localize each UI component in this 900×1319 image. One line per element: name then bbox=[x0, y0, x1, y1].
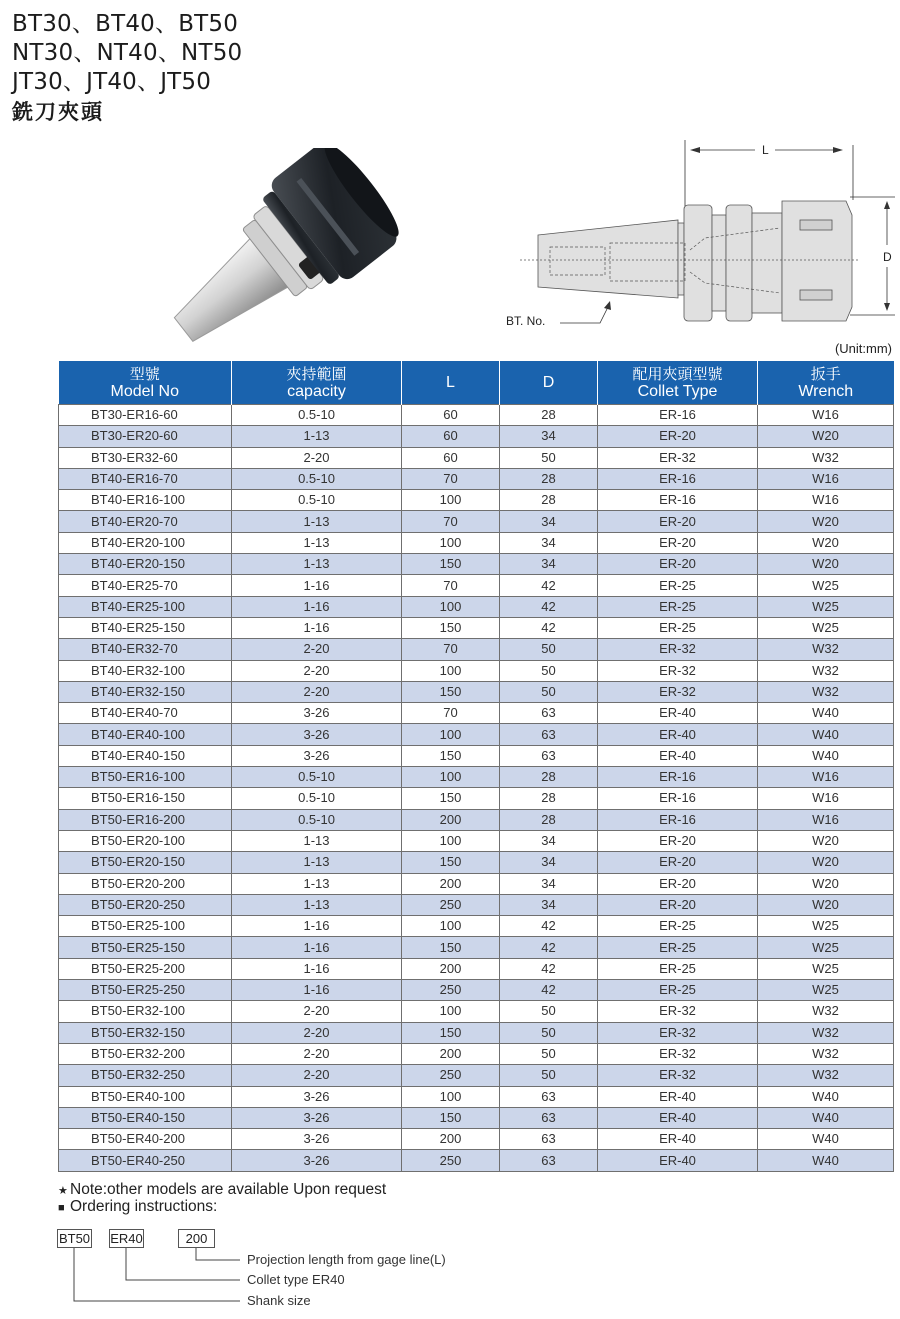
cell-capacity: 0.5-10 bbox=[232, 405, 402, 426]
cell-wrench: W20 bbox=[758, 830, 894, 851]
cell-capacity: 1-16 bbox=[232, 980, 402, 1001]
cell-L: 100 bbox=[402, 596, 500, 617]
table-row bbox=[59, 1107, 894, 1128]
header-D: D bbox=[500, 361, 598, 405]
cell-model: BT30-ER16-60 bbox=[59, 405, 232, 426]
cell-model: BT50-ER20-150 bbox=[59, 852, 232, 873]
cell-L: 150 bbox=[402, 1022, 500, 1043]
cell-L: 100 bbox=[402, 830, 500, 851]
cell-L: 100 bbox=[402, 490, 500, 511]
cell-L: 250 bbox=[402, 1150, 500, 1171]
cell-D: 50 bbox=[500, 1001, 598, 1022]
cell-wrench: W20 bbox=[758, 426, 894, 447]
table-row bbox=[59, 830, 894, 851]
cell-collet: ER-20 bbox=[598, 830, 758, 851]
product-photo bbox=[140, 148, 430, 348]
cell-L: 200 bbox=[402, 809, 500, 830]
unit-label: (Unit:mm) bbox=[834, 341, 892, 356]
cell-collet: ER-16 bbox=[598, 767, 758, 788]
table-row bbox=[59, 617, 894, 638]
cell-collet: ER-16 bbox=[598, 809, 758, 830]
cell-capacity: 2-20 bbox=[232, 1043, 402, 1064]
title-block bbox=[12, 10, 242, 127]
cell-D: 42 bbox=[500, 596, 598, 617]
cell-capacity: 3-26 bbox=[232, 1107, 402, 1128]
cell-model: BT50-ER25-250 bbox=[59, 980, 232, 1001]
cell-model: BT40-ER16-70 bbox=[59, 468, 232, 489]
header-wrench: 扳手 Wrench bbox=[758, 361, 894, 405]
cell-L: 70 bbox=[402, 511, 500, 532]
code-shank: BT50 bbox=[58, 1231, 91, 1246]
cell-L: 250 bbox=[402, 1065, 500, 1086]
cell-D: 63 bbox=[500, 1107, 598, 1128]
cell-model: BT40-ER32-100 bbox=[59, 660, 232, 681]
cell-capacity: 0.5-10 bbox=[232, 788, 402, 809]
cell-capacity: 3-26 bbox=[232, 745, 402, 766]
cell-collet: ER-16 bbox=[598, 468, 758, 489]
cell-L: 150 bbox=[402, 788, 500, 809]
cell-capacity: 1-16 bbox=[232, 958, 402, 979]
cell-L: 100 bbox=[402, 660, 500, 681]
cell-capacity: 2-20 bbox=[232, 1001, 402, 1022]
cell-capacity: 1-13 bbox=[232, 511, 402, 532]
cell-wrench: W40 bbox=[758, 1129, 894, 1150]
cell-model: BT40-ER20-150 bbox=[59, 554, 232, 575]
cell-collet: ER-20 bbox=[598, 554, 758, 575]
cell-D: 63 bbox=[500, 745, 598, 766]
cell-wrench: W25 bbox=[758, 916, 894, 937]
cell-D: 28 bbox=[500, 405, 598, 426]
cell-D: 50 bbox=[500, 660, 598, 681]
cell-L: 60 bbox=[402, 405, 500, 426]
table-row bbox=[59, 894, 894, 915]
cell-collet: ER-40 bbox=[598, 1150, 758, 1171]
cell-wrench: W40 bbox=[758, 703, 894, 724]
cell-model: BT50-ER16-150 bbox=[59, 788, 232, 809]
cell-D: 42 bbox=[500, 617, 598, 638]
title-chinese: 銑刀夾頭 bbox=[12, 100, 104, 124]
note-line bbox=[58, 1182, 386, 1199]
header-capacity: 夾持範圍 capacity bbox=[232, 361, 402, 405]
table-row bbox=[59, 405, 894, 426]
cell-model: BT30-ER32-60 bbox=[59, 447, 232, 468]
cell-capacity: 2-20 bbox=[232, 1065, 402, 1086]
cell-collet: ER-20 bbox=[598, 852, 758, 873]
cell-D: 42 bbox=[500, 937, 598, 958]
table-row bbox=[59, 1022, 894, 1043]
cell-collet: ER-25 bbox=[598, 575, 758, 596]
cell-collet: ER-25 bbox=[598, 958, 758, 979]
cell-L: 70 bbox=[402, 703, 500, 724]
title-jt-series: JT30、JT40、JT50 bbox=[12, 69, 212, 95]
cell-capacity: 2-20 bbox=[232, 1022, 402, 1043]
cell-capacity: 1-13 bbox=[232, 426, 402, 447]
table-row bbox=[59, 490, 894, 511]
cell-model: BT40-ER32-150 bbox=[59, 681, 232, 702]
cell-wrench: W32 bbox=[758, 1043, 894, 1064]
cell-wrench: W16 bbox=[758, 405, 894, 426]
cell-L: 150 bbox=[402, 1107, 500, 1128]
table-row bbox=[59, 1086, 894, 1107]
cell-model: BT40-ER40-100 bbox=[59, 724, 232, 745]
cell-wrench: W40 bbox=[758, 745, 894, 766]
cell-wrench: W16 bbox=[758, 788, 894, 809]
taper-shank bbox=[145, 148, 410, 348]
cell-L: 100 bbox=[402, 916, 500, 937]
cell-capacity: 0.5-10 bbox=[232, 468, 402, 489]
star-icon: ★ bbox=[58, 1185, 68, 1197]
cell-wrench: W40 bbox=[758, 1150, 894, 1171]
cell-L: 100 bbox=[402, 767, 500, 788]
cell-capacity: 2-20 bbox=[232, 447, 402, 468]
cell-collet: ER-40 bbox=[598, 1107, 758, 1128]
table-row bbox=[59, 532, 894, 553]
cell-L: 200 bbox=[402, 873, 500, 894]
cell-L: 150 bbox=[402, 852, 500, 873]
cell-D: 63 bbox=[500, 1086, 598, 1107]
cell-D: 50 bbox=[500, 1065, 598, 1086]
cell-D: 63 bbox=[500, 724, 598, 745]
note-text: Note:other models are available Upon request bbox=[70, 1181, 387, 1198]
cell-L: 100 bbox=[402, 532, 500, 553]
cell-model: BT50-ER40-150 bbox=[59, 1107, 232, 1128]
cell-L: 150 bbox=[402, 554, 500, 575]
table-row bbox=[59, 767, 894, 788]
cell-capacity: 3-26 bbox=[232, 1086, 402, 1107]
cell-collet: ER-40 bbox=[598, 745, 758, 766]
title-nt-series: NT30、NT40、NT50 bbox=[12, 40, 243, 66]
cell-collet: ER-25 bbox=[598, 596, 758, 617]
cell-capacity: 1-13 bbox=[232, 852, 402, 873]
cell-wrench: W32 bbox=[758, 1065, 894, 1086]
cell-L: 70 bbox=[402, 575, 500, 596]
cell-model: BT50-ER32-100 bbox=[59, 1001, 232, 1022]
cell-collet: ER-40 bbox=[598, 1129, 758, 1150]
cell-wrench: W16 bbox=[758, 490, 894, 511]
cell-capacity: 2-20 bbox=[232, 660, 402, 681]
cell-capacity: 1-16 bbox=[232, 596, 402, 617]
cell-D: 42 bbox=[500, 916, 598, 937]
cell-model: BT30-ER20-60 bbox=[59, 426, 232, 447]
table-row bbox=[59, 980, 894, 1001]
cell-capacity: 3-26 bbox=[232, 703, 402, 724]
cell-collet: ER-20 bbox=[598, 511, 758, 532]
table-row bbox=[59, 426, 894, 447]
code-collet: ER40 bbox=[110, 1231, 143, 1246]
cell-model: BT40-ER16-100 bbox=[59, 490, 232, 511]
table-row bbox=[59, 1150, 894, 1171]
cell-wrench: W16 bbox=[758, 809, 894, 830]
cell-model: BT50-ER40-250 bbox=[59, 1150, 232, 1171]
code-length: 200 bbox=[178, 1229, 215, 1248]
cell-D: 34 bbox=[500, 532, 598, 553]
cell-model: BT40-ER20-70 bbox=[59, 511, 232, 532]
dim-L-label: L bbox=[762, 143, 769, 157]
cell-model: BT40-ER20-100 bbox=[59, 532, 232, 553]
cell-collet: ER-20 bbox=[598, 894, 758, 915]
cell-L: 150 bbox=[402, 745, 500, 766]
cell-model: BT40-ER40-70 bbox=[59, 703, 232, 724]
cell-L: 150 bbox=[402, 937, 500, 958]
cell-model: BT50-ER20-100 bbox=[59, 830, 232, 851]
cell-model: BT50-ER16-200 bbox=[59, 809, 232, 830]
table-row bbox=[59, 681, 894, 702]
cell-D: 63 bbox=[500, 1129, 598, 1150]
label-shank-size: Shank size bbox=[247, 1293, 311, 1308]
cell-wrench: W20 bbox=[758, 894, 894, 915]
cell-D: 63 bbox=[500, 703, 598, 724]
cell-wrench: W32 bbox=[758, 1001, 894, 1022]
cell-wrench: W32 bbox=[758, 639, 894, 660]
table-row bbox=[59, 1129, 894, 1150]
table-row bbox=[59, 809, 894, 830]
cell-D: 50 bbox=[500, 639, 598, 660]
dim-D-label: D bbox=[883, 250, 892, 264]
cell-D: 28 bbox=[500, 468, 598, 489]
cell-D: 63 bbox=[500, 1150, 598, 1171]
cell-wrench: W25 bbox=[758, 958, 894, 979]
cell-L: 60 bbox=[402, 447, 500, 468]
cell-D: 50 bbox=[500, 447, 598, 468]
cell-collet: ER-25 bbox=[598, 617, 758, 638]
cell-D: 50 bbox=[500, 1022, 598, 1043]
cell-collet: ER-20 bbox=[598, 426, 758, 447]
cell-collet: ER-40 bbox=[598, 724, 758, 745]
cell-wrench: W20 bbox=[758, 532, 894, 553]
cell-wrench: W40 bbox=[758, 1107, 894, 1128]
table-row bbox=[59, 745, 894, 766]
table-row bbox=[59, 852, 894, 873]
cell-wrench: W32 bbox=[758, 1022, 894, 1043]
cell-wrench: W32 bbox=[758, 681, 894, 702]
table-row bbox=[59, 660, 894, 681]
cell-capacity: 0.5-10 bbox=[232, 809, 402, 830]
cell-collet: ER-16 bbox=[598, 788, 758, 809]
cell-D: 34 bbox=[500, 554, 598, 575]
cell-capacity: 1-16 bbox=[232, 937, 402, 958]
cell-wrench: W25 bbox=[758, 596, 894, 617]
cell-collet: ER-32 bbox=[598, 447, 758, 468]
cell-model: BT50-ER40-200 bbox=[59, 1129, 232, 1150]
cell-collet: ER-32 bbox=[598, 660, 758, 681]
cell-L: 100 bbox=[402, 724, 500, 745]
cell-D: 34 bbox=[500, 894, 598, 915]
table-row bbox=[59, 575, 894, 596]
cell-capacity: 3-26 bbox=[232, 724, 402, 745]
cell-L: 200 bbox=[402, 1129, 500, 1150]
bt-no-label: BT. No. bbox=[506, 314, 546, 328]
cell-L: 200 bbox=[402, 1043, 500, 1064]
cell-L: 250 bbox=[402, 894, 500, 915]
header-collet-type: 配用夾頭型號 Collet Type bbox=[598, 361, 758, 405]
table-row bbox=[59, 788, 894, 809]
technical-drawing bbox=[500, 135, 900, 335]
cell-collet: ER-16 bbox=[598, 405, 758, 426]
cell-collet: ER-40 bbox=[598, 703, 758, 724]
cell-D: 28 bbox=[500, 490, 598, 511]
ordering-heading bbox=[58, 1199, 386, 1216]
cell-D: 34 bbox=[500, 426, 598, 447]
cell-wrench: W20 bbox=[758, 511, 894, 532]
cell-model: BT40-ER25-100 bbox=[59, 596, 232, 617]
table-row bbox=[59, 447, 894, 468]
cell-collet: ER-40 bbox=[598, 1086, 758, 1107]
table-row bbox=[59, 596, 894, 617]
cell-L: 70 bbox=[402, 468, 500, 489]
cell-model: BT50-ER25-150 bbox=[59, 937, 232, 958]
cell-wrench: W20 bbox=[758, 873, 894, 894]
cell-wrench: W32 bbox=[758, 660, 894, 681]
cell-capacity: 3-26 bbox=[232, 1129, 402, 1150]
cell-L: 250 bbox=[402, 980, 500, 1001]
label-collet-type: Collet type ER40 bbox=[247, 1272, 345, 1287]
table-body bbox=[59, 405, 894, 1172]
notes-block bbox=[58, 1182, 386, 1216]
cell-D: 42 bbox=[500, 575, 598, 596]
cell-model: BT50-ER20-200 bbox=[59, 873, 232, 894]
table-row bbox=[59, 873, 894, 894]
cell-capacity: 2-20 bbox=[232, 681, 402, 702]
cell-wrench: W16 bbox=[758, 468, 894, 489]
cell-L: 200 bbox=[402, 958, 500, 979]
cell-collet: ER-32 bbox=[598, 1001, 758, 1022]
cell-wrench: W16 bbox=[758, 767, 894, 788]
spec-table bbox=[58, 361, 894, 1172]
header-L: L bbox=[402, 361, 500, 405]
cell-collet: ER-16 bbox=[598, 490, 758, 511]
cell-collet: ER-25 bbox=[598, 937, 758, 958]
header-model-no: 型號 Model No bbox=[59, 361, 232, 405]
table-row bbox=[59, 554, 894, 575]
cell-capacity: 0.5-10 bbox=[232, 767, 402, 788]
table-row bbox=[59, 724, 894, 745]
cell-capacity: 2-20 bbox=[232, 639, 402, 660]
cell-capacity: 1-16 bbox=[232, 575, 402, 596]
table-row bbox=[59, 703, 894, 724]
cell-D: 34 bbox=[500, 873, 598, 894]
table-row bbox=[59, 958, 894, 979]
cell-capacity: 3-26 bbox=[232, 1150, 402, 1171]
cell-capacity: 1-16 bbox=[232, 617, 402, 638]
cell-capacity: 1-13 bbox=[232, 532, 402, 553]
cell-D: 50 bbox=[500, 1043, 598, 1064]
cell-D: 42 bbox=[500, 958, 598, 979]
cell-model: BT40-ER25-70 bbox=[59, 575, 232, 596]
table-row bbox=[59, 639, 894, 660]
cell-wrench: W32 bbox=[758, 447, 894, 468]
cell-D: 28 bbox=[500, 809, 598, 830]
cell-model: BT50-ER25-200 bbox=[59, 958, 232, 979]
cell-model: BT50-ER20-250 bbox=[59, 894, 232, 915]
table-row bbox=[59, 1001, 894, 1022]
cell-model: BT50-ER16-100 bbox=[59, 767, 232, 788]
cell-wrench: W25 bbox=[758, 937, 894, 958]
cell-collet: ER-25 bbox=[598, 980, 758, 1001]
cell-L: 60 bbox=[402, 426, 500, 447]
cell-D: 34 bbox=[500, 830, 598, 851]
cell-wrench: W20 bbox=[758, 852, 894, 873]
cell-model: BT40-ER40-150 bbox=[59, 745, 232, 766]
cell-D: 34 bbox=[500, 511, 598, 532]
label-projection-length: Projection length from gage line(L) bbox=[247, 1252, 446, 1267]
title-bt-series: BT30、BT40、BT50 bbox=[12, 11, 239, 37]
table-row bbox=[59, 1043, 894, 1064]
table-row bbox=[59, 937, 894, 958]
cell-collet: ER-20 bbox=[598, 873, 758, 894]
cell-D: 34 bbox=[500, 852, 598, 873]
cell-capacity: 1-13 bbox=[232, 554, 402, 575]
table-header-row bbox=[59, 361, 894, 405]
cell-L: 150 bbox=[402, 617, 500, 638]
cell-model: BT50-ER32-200 bbox=[59, 1043, 232, 1064]
table-row bbox=[59, 511, 894, 532]
cell-L: 100 bbox=[402, 1086, 500, 1107]
cell-wrench: W20 bbox=[758, 554, 894, 575]
table-row bbox=[59, 468, 894, 489]
cell-model: BT50-ER25-100 bbox=[59, 916, 232, 937]
cell-collet: ER-25 bbox=[598, 916, 758, 937]
cell-wrench: W40 bbox=[758, 1086, 894, 1107]
cell-capacity: 1-13 bbox=[232, 894, 402, 915]
cell-model: BT40-ER32-70 bbox=[59, 639, 232, 660]
cell-L: 70 bbox=[402, 639, 500, 660]
cell-capacity: 1-13 bbox=[232, 830, 402, 851]
square-bullet-icon: ■ bbox=[58, 1202, 65, 1214]
cell-D: 42 bbox=[500, 980, 598, 1001]
cell-D: 28 bbox=[500, 767, 598, 788]
cell-D: 50 bbox=[500, 681, 598, 702]
cell-wrench: W25 bbox=[758, 980, 894, 1001]
cell-L: 150 bbox=[402, 681, 500, 702]
cell-collet: ER-32 bbox=[598, 1043, 758, 1064]
cell-collet: ER-32 bbox=[598, 681, 758, 702]
ordering-text: Ordering instructions: bbox=[70, 1198, 218, 1215]
cell-model: BT40-ER25-150 bbox=[59, 617, 232, 638]
cell-collet: ER-32 bbox=[598, 639, 758, 660]
cell-model: BT50-ER40-100 bbox=[59, 1086, 232, 1107]
cell-model: BT50-ER32-250 bbox=[59, 1065, 232, 1086]
table-row bbox=[59, 916, 894, 937]
cell-wrench: W40 bbox=[758, 724, 894, 745]
cell-collet: ER-32 bbox=[598, 1022, 758, 1043]
cell-D: 28 bbox=[500, 788, 598, 809]
table-row bbox=[59, 1065, 894, 1086]
cell-capacity: 1-13 bbox=[232, 873, 402, 894]
cell-collet: ER-32 bbox=[598, 1065, 758, 1086]
cell-collet: ER-20 bbox=[598, 532, 758, 553]
cell-capacity: 0.5-10 bbox=[232, 490, 402, 511]
cell-model: BT50-ER32-150 bbox=[59, 1022, 232, 1043]
cell-capacity: 1-16 bbox=[232, 916, 402, 937]
cell-wrench: W25 bbox=[758, 617, 894, 638]
cell-L: 100 bbox=[402, 1001, 500, 1022]
cell-wrench: W25 bbox=[758, 575, 894, 596]
